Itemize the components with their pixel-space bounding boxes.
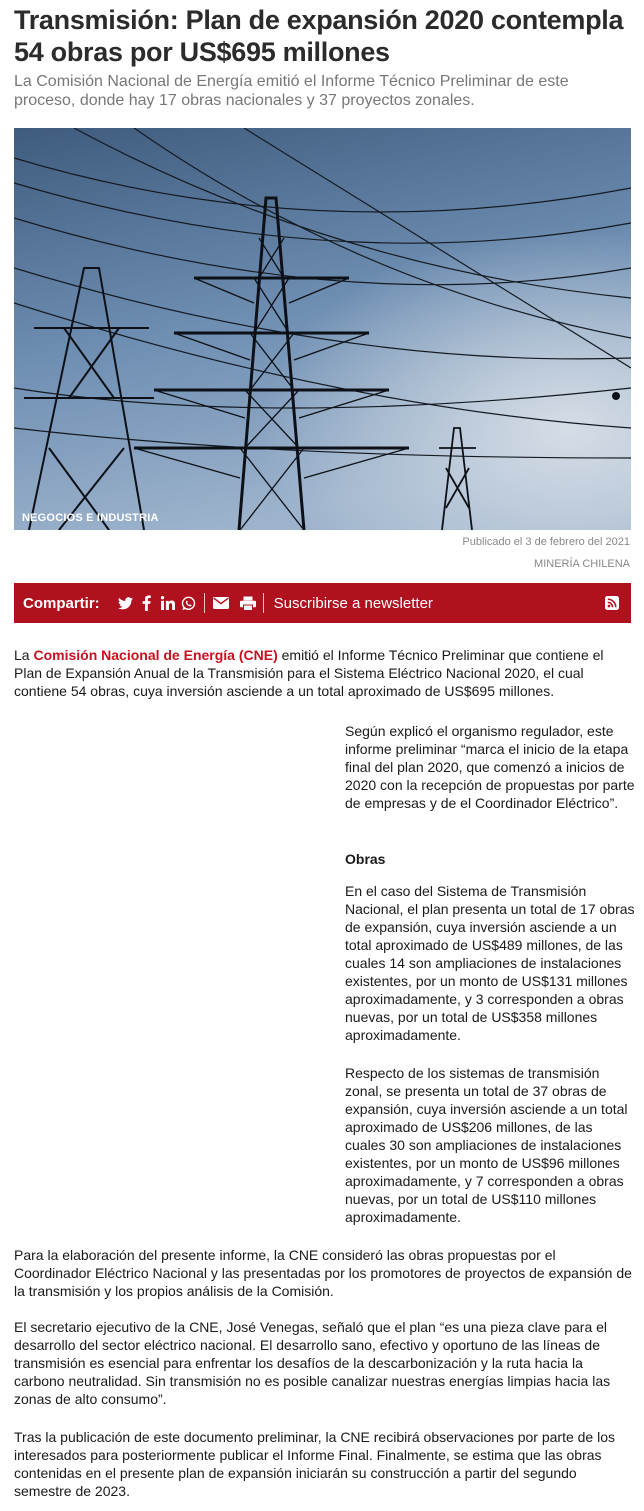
published-date: Publicado el 3 de febrero del 2021 <box>462 536 630 548</box>
cne-link[interactable]: Comisión Nacional de Energía (CNE) <box>33 647 278 663</box>
intro-prefix: La <box>14 647 34 663</box>
article-lead: La Comisión Nacional de Energía emitió el Informe Técnico Preliminar de este proceso, donde hay 17 obras nacionales y 37 proyectos zonales. <box>14 73 569 109</box>
paragraph-zonal: Respecto de los sistemas de transmisión zonal, se presenta un total de 37 obras de expansión, cuya inversión asciende a un total aproximado de US$206 millones, de las cuales 30 son ampliaciones de instalaciones existentes, por un monto de US$96 millones aproximadamente, y 7 corresponden a obras nuevas, por un total de US$110 millones aproximadamente. <box>345 1065 628 1225</box>
paragraph-next-steps: Tras la publicación de este documento preliminar, la CNE recibirá observaciones por parte de los interesados para posteriormente publicar el Informe Final. Finalmente, se estima que las obras contenidas en el presente plan de expansión iniciarán su construcción a partir del segundo semestre de 2023. <box>14 1429 616 1499</box>
paragraph-elaboration: Para la elaboración del presente informe, la CNE consideró las obras propuestas por el Coordinador Eléctrico Nacional y las presentadas por los promotores de proyectos de expansión de la transmisión y los propios análisis de la Comisión. <box>14 1247 632 1299</box>
facebook-icon[interactable] <box>137 593 157 613</box>
power-tower-photo <box>14 128 631 530</box>
rss-icon[interactable] <box>602 593 622 613</box>
section-heading-obras: Obras <box>345 851 386 867</box>
hero-image <box>14 128 631 530</box>
share-divider <box>204 593 205 613</box>
intro-text: emitió el Informe Técnico Preliminar que contiene el Plan de Expansión Anual de la Transmisión para el Sistema Eléctrico Nacional 2020, el cual contiene 54 obras, cuya inversión asciende a un total aproximado de US$695 millones. <box>14 647 604 699</box>
linkedin-icon[interactable] <box>158 593 178 613</box>
paragraph-explanation: Según explicó el organismo regulador, este informe preliminar “marca el inicio de la etapa final del plan 2020, que comenzó a inicios de 2020 con la recepción de propuestas por parte de empresas y de el Coordinador Eléctrico”. <box>345 723 635 811</box>
share-divider <box>263 593 264 613</box>
email-icon[interactable] <box>211 593 231 613</box>
category-label: NEGOCIOS E INDUSTRIA <box>22 512 159 524</box>
paragraph-national: En el caso del Sistema de Transmisión Nacional, el plan presenta un total de 17 obras de expansión, cuya inversión asciende a un total aproximado de US$489 millones, de las cuales 14 son ampliaciones de instalaciones existentes, por un monto de US$131 millones aproximadamente, y 3 corresponden a obras nuevas, por un total de US$358 millones aproximadamente. <box>345 883 635 1043</box>
whatsapp-icon[interactable] <box>179 593 199 613</box>
intro-paragraph <box>14 646 634 700</box>
paragraph-secretary-quote: El secretario ejecutivo de la CNE, José Venegas, señaló que el plan “es una pieza clave para el desarrollo del sector eléctrico nacional. El desarrollo sano, efectivo y oportuno de las líneas de transmisión es esencial para enfrentar los desafíos de la descarbonización y la ruta hacia la carbono neutralidad. Sin transmisión no es posible canalizar nuestras energías limpias hacia las zonas de alto consumo”. <box>14 1319 611 1407</box>
newsletter-link[interactable]: Suscribirse a newsletter <box>273 594 433 612</box>
print-icon[interactable] <box>238 593 258 613</box>
source-label: MINERÍA CHILENA <box>534 558 630 570</box>
twitter-icon[interactable] <box>116 593 136 613</box>
article-title: Transmisión: Plan de expansión 2020 contempla 54 obras por US$695 millones <box>14 5 624 67</box>
share-bar <box>14 583 631 623</box>
share-label: Compartir: <box>23 594 100 612</box>
